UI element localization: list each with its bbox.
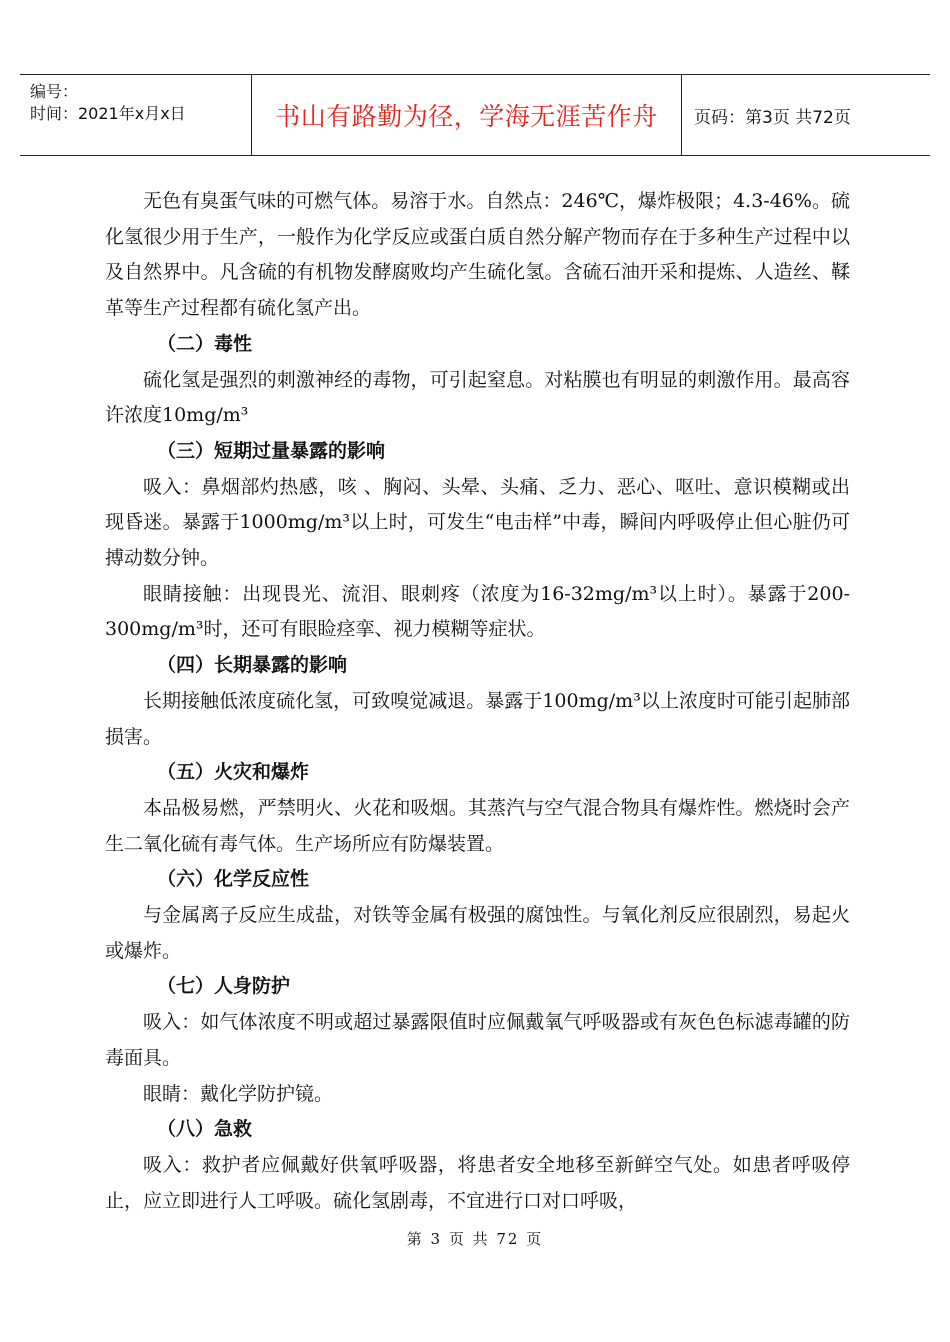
header-meta [20,75,252,155]
paragraph: 眼睛接触：出现畏光、流泪、眼刺疼（浓度为16-32mg/m³以上时）。暴露于200-300mg/m³时，还可有眼睑痉挛、视力模糊等症状。 [105,582,850,641]
section-heading: （四）长期暴露的影响 [157,654,348,677]
header-page-number: 页码：第3页 共72页 [694,107,851,128]
paragraph: 吸入：鼻烟部灼热感，咳 、胸闷、头晕、头痛、乏力、恶心、呕吐、意识模糊或出现昏迷。暴露于1000mg/m³以上时，可发生“电击样”中毒，瞬间内呼吸停止但心脏仍可搏动数分钟。 [105,475,850,570]
paragraph: 硫化氢是强烈的刺激神经的毒物，可引起窒息。对粘膜也有明显的刺激作用。最高容许浓度10mg/m³ [105,368,850,427]
document-body [105,184,850,1219]
paragraph: 本品极易燃，严禁明火、火花和吸烟。其蒸汽与空气混合物具有爆炸性。燃烧时会产生二氧化硫有毒气体。生产场所应有防爆装置。 [105,796,850,855]
paragraph: 吸入：救护者应佩戴好供氧呼吸器，将患者安全地移至新鲜空气处。如患者呼吸停止，应立即进行人工呼吸。硫化氢剧毒，不宜进行口对口呼吸， [105,1153,850,1212]
document-time-label: 时间：2021年x月x日 [30,104,186,123]
section-heading: （七）人身防护 [157,975,291,998]
section-heading: （六）化学反应性 [157,868,310,891]
paragraph: 与金属离子反应生成盐，对铁等金属有极强的腐蚀性。与氧化剂反应很剧烈，易起火或爆炸。 [105,904,850,962]
document-number-label: 编号： [30,82,79,101]
paragraph: 眼睛：戴化学防护镜。 [143,1082,334,1105]
paragraph: 无色有臭蛋气味的可燃气体。易溶于水。自然点：246℃，爆炸极限；4.3-46%。硫化氢很少用于生产，一般作为化学反应或蛋白质自然分解产物而存在于多种生产过程中以及自然界中。凡含硫的有机物发酵腐败均产生硫化氢。含硫石油开采和提炼、人造丝、鞣革等生产过程都有硫化氢产出。 [105,190,850,320]
paragraph: 吸入：如气体浓度不明或超过暴露限值时应佩戴氧气呼吸器或有灰色色标滤毒罐的防毒面具。 [105,1011,850,1069]
paragraph: 长期接触低浓度硫化氢，可致嗅觉减退。暴露于100mg/m³以上浓度时可能引起肺部损害。 [105,689,850,748]
page-footer: 第 3 页 共 72 页 [406,1230,544,1248]
page-header [20,74,930,156]
header-motto: 书山有路勤为径，学海无涯苦作舟 [252,75,682,155]
section-heading: （五）火灾和爆炸 [157,761,310,784]
section-heading: （三）短期过量暴露的影响 [157,439,386,462]
section-heading: （八）急救 [157,1118,253,1141]
section-heading: （二）毒性 [157,332,253,355]
